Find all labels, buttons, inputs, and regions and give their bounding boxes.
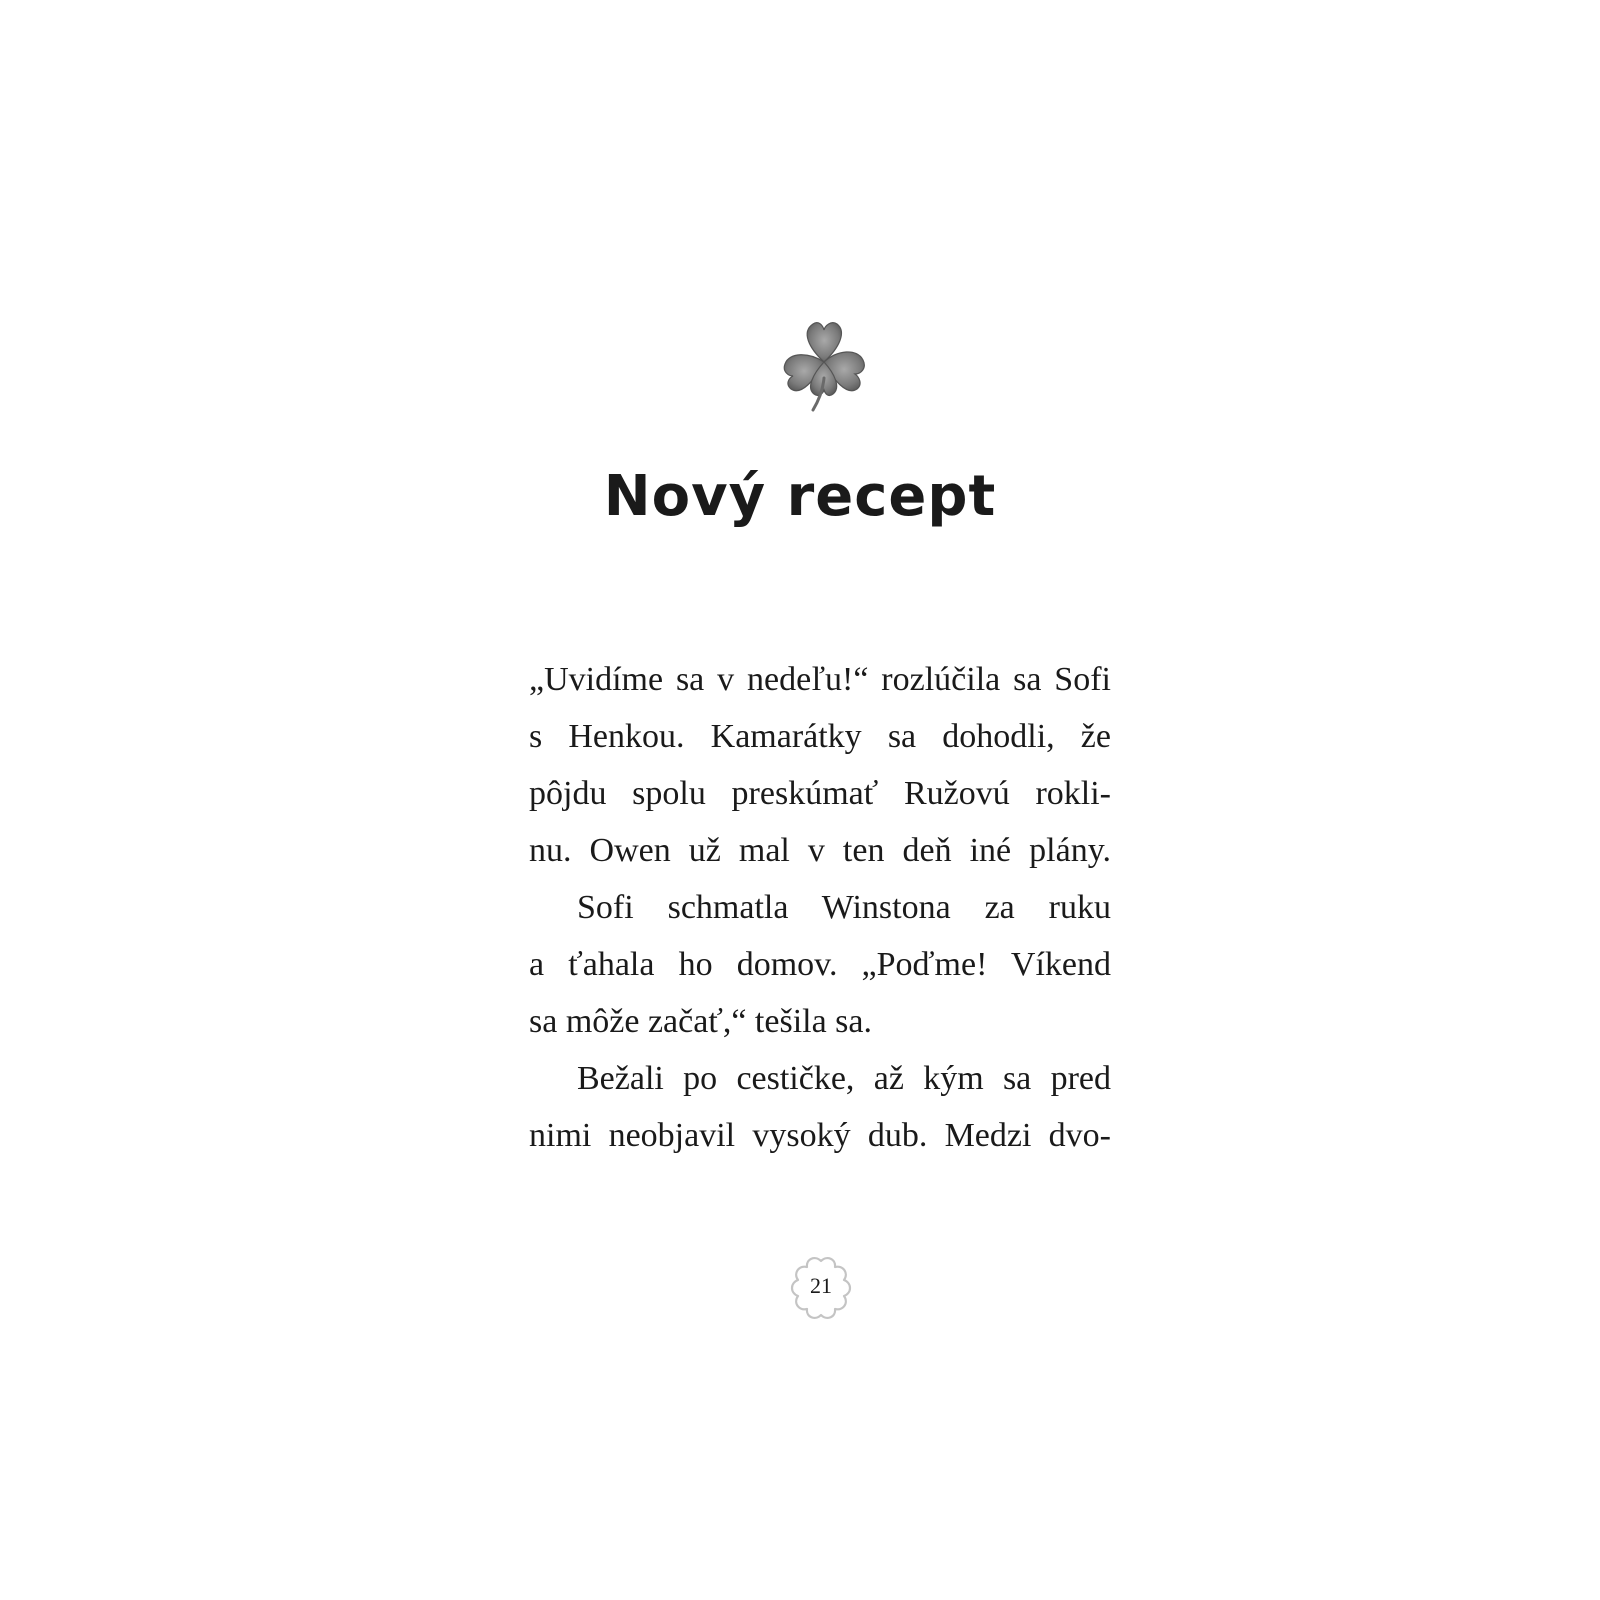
text-line: nu. Owen už mal v ten deň iné plány. xyxy=(529,832,1111,869)
text-line: Sofi schmatla Winstona za ruku xyxy=(577,889,1111,926)
text-line: a ťahala ho domov. „Poďme! Víkend xyxy=(529,946,1111,983)
body-text xyxy=(529,651,1111,1164)
text-line: „Uvidíme sa v nedeľu!“ rozlúčila sa Sofi xyxy=(529,661,1111,698)
page-number-badge xyxy=(786,1251,856,1321)
chapter-title: Nový recept xyxy=(603,464,997,529)
text-line: Bežali po cestičke, až kým sa pred xyxy=(577,1060,1111,1097)
text-line: sa môže začať,“ tešila sa. xyxy=(529,1003,873,1040)
text-line: s Henkou. Kamarátky sa dohodli, že xyxy=(529,718,1111,755)
four-leaf-clover-icon xyxy=(779,318,869,412)
page-number: 21 xyxy=(810,1273,832,1298)
text-line: pôjdu spolu preskúmať Ružovú rokli- xyxy=(529,775,1111,812)
text-line: nimi neobjavil vysoký dub. Medzi dvo- xyxy=(529,1117,1111,1154)
